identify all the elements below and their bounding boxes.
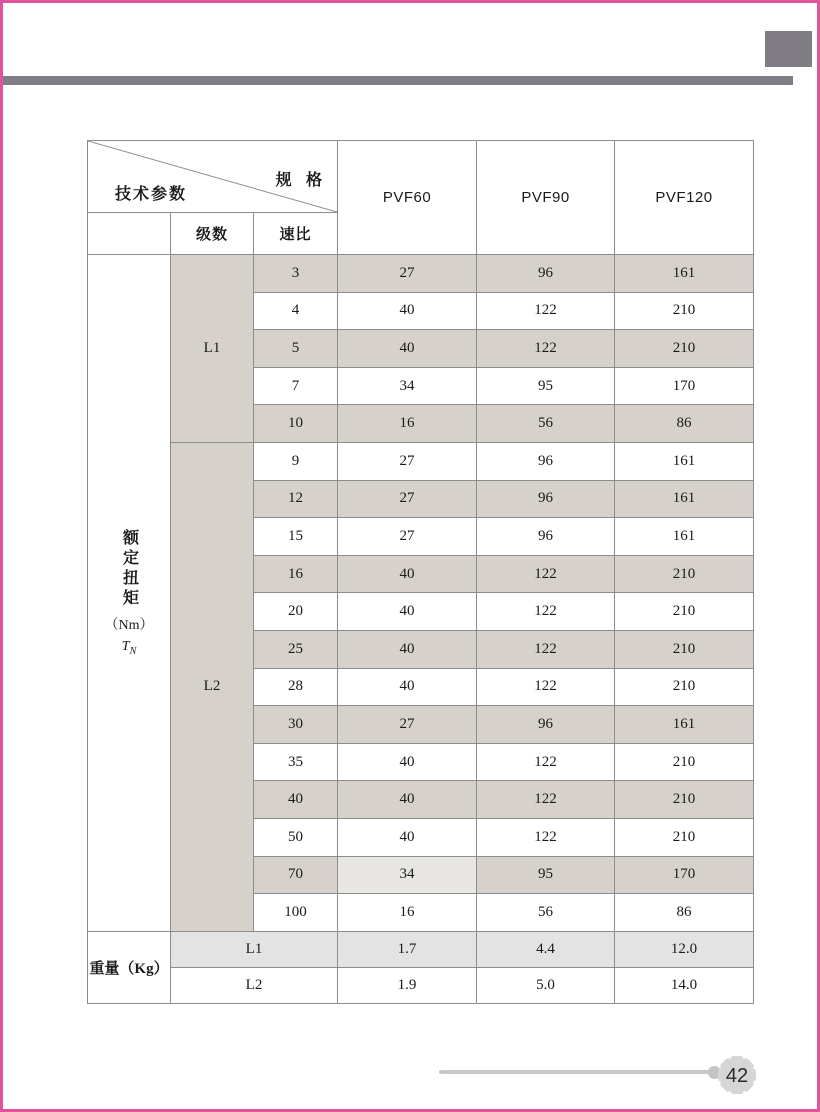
weight-row-l1 (88, 931, 754, 967)
ratio-cell: 12 (254, 480, 338, 518)
table-row (88, 255, 754, 293)
value-cell: 161 (615, 706, 754, 744)
value-cell: 161 (615, 518, 754, 556)
header-rule (0, 76, 793, 85)
ratio-cell: 25 (254, 630, 338, 668)
weight-value-cell: 1.7 (338, 931, 477, 967)
value-cell: 96 (477, 706, 615, 744)
spec-label: 规 格 (275, 172, 328, 189)
value-cell: 161 (615, 255, 754, 293)
value-cell: 210 (615, 818, 754, 856)
weight-stage-cell: L2 (171, 967, 338, 1003)
value-cell: 40 (338, 743, 477, 781)
value-cell: 56 (477, 405, 615, 443)
gear-icon (712, 1050, 762, 1100)
diagonal-header-cell (88, 141, 338, 213)
col-header-pvf120: PVF120 (615, 141, 754, 255)
ratio-cell: 30 (254, 706, 338, 744)
ratio-cell: 28 (254, 668, 338, 706)
value-cell: 95 (477, 856, 615, 894)
value-cell: 122 (477, 555, 615, 593)
value-cell: 161 (615, 480, 754, 518)
value-cell: 122 (477, 668, 615, 706)
stage-l2-cell: L2 (171, 442, 254, 931)
col-header-pvf60: PVF60 (338, 141, 477, 255)
value-cell: 210 (615, 668, 754, 706)
empty-cell (88, 213, 171, 255)
weight-label: 重量 (89, 959, 120, 977)
value-cell: 34 (338, 367, 477, 405)
value-cell: 56 (477, 894, 615, 932)
value-cell: 40 (338, 555, 477, 593)
value-cell: 210 (615, 330, 754, 368)
header-row-1 (88, 141, 754, 213)
torque-unit: （Nm） (104, 617, 154, 633)
value-cell: 40 (338, 630, 477, 668)
value-cell: 96 (477, 442, 615, 480)
value-cell: 40 (338, 781, 477, 819)
ratio-cell: 9 (254, 442, 338, 480)
torque-title: 额定扭矩 (120, 528, 138, 609)
weight-value-cell: 5.0 (477, 967, 615, 1003)
value-cell: 122 (477, 818, 615, 856)
spec-table (87, 140, 754, 1004)
value-cell: 16 (338, 405, 477, 443)
value-cell: 86 (615, 894, 754, 932)
ratio-cell: 5 (254, 330, 338, 368)
torque-label (88, 529, 170, 657)
value-cell: 170 (615, 856, 754, 894)
ratio-cell: 10 (254, 405, 338, 443)
value-cell: 40 (338, 593, 477, 631)
value-cell: 27 (338, 255, 477, 293)
ratio-cell: 3 (254, 255, 338, 293)
value-cell: 40 (338, 668, 477, 706)
value-cell: 34 (338, 856, 477, 894)
value-cell: 210 (615, 593, 754, 631)
ratio-cell: 20 (254, 593, 338, 631)
value-cell: 40 (338, 292, 477, 330)
ratio-cell: 70 (254, 856, 338, 894)
ratio-cell: 40 (254, 781, 338, 819)
value-cell: 210 (615, 630, 754, 668)
value-cell: 40 (338, 330, 477, 368)
ratio-cell: 16 (254, 555, 338, 593)
value-cell: 27 (338, 706, 477, 744)
value-cell: 210 (615, 781, 754, 819)
weight-value-cell: 14.0 (615, 967, 754, 1003)
value-cell: 122 (477, 593, 615, 631)
value-cell: 122 (477, 781, 615, 819)
weight-row-l2 (88, 967, 754, 1003)
tech-params-label: 技术参数 (115, 186, 188, 203)
value-cell: 210 (615, 292, 754, 330)
value-cell: 27 (338, 442, 477, 480)
value-cell: 27 (338, 518, 477, 556)
value-cell: 96 (477, 518, 615, 556)
weight-label-cell (88, 931, 171, 1003)
weight-unit: （Kg） (119, 960, 169, 977)
header-accent-square (765, 31, 812, 67)
weight-value-cell: 12.0 (615, 931, 754, 967)
value-cell: 27 (338, 480, 477, 518)
value-cell: 96 (477, 480, 615, 518)
torque-symbol: $T_N$ (121, 638, 137, 657)
table-row (88, 442, 754, 480)
value-cell: 210 (615, 743, 754, 781)
footer-rule (439, 1070, 717, 1074)
ratio-cell: 35 (254, 743, 338, 781)
value-cell: 96 (477, 255, 615, 293)
value-cell: 86 (615, 405, 754, 443)
col-header-pvf90: PVF90 (477, 141, 615, 255)
weight-stage-cell: L1 (171, 931, 338, 967)
value-cell: 122 (477, 292, 615, 330)
stages-header: 级数 (171, 213, 254, 255)
value-cell: 161 (615, 442, 754, 480)
value-cell: 210 (615, 555, 754, 593)
value-cell: 122 (477, 630, 615, 668)
weight-value-cell: 4.4 (477, 931, 615, 967)
value-cell: 122 (477, 330, 615, 368)
ratio-cell: 4 (254, 292, 338, 330)
stage-l1-cell: L1 (171, 255, 254, 443)
value-cell: 122 (477, 743, 615, 781)
value-cell: 16 (338, 894, 477, 932)
value-cell: 170 (615, 367, 754, 405)
weight-value-cell: 1.9 (338, 967, 477, 1003)
ratio-cell: 50 (254, 818, 338, 856)
ratio-cell: 15 (254, 518, 338, 556)
value-cell: 40 (338, 818, 477, 856)
ratio-cell: 7 (254, 367, 338, 405)
ratio-cell: 100 (254, 894, 338, 932)
page-number: 42 (725, 1065, 749, 1087)
ratio-header: 速比 (254, 213, 338, 255)
torque-label-cell (88, 255, 171, 932)
value-cell: 95 (477, 367, 615, 405)
